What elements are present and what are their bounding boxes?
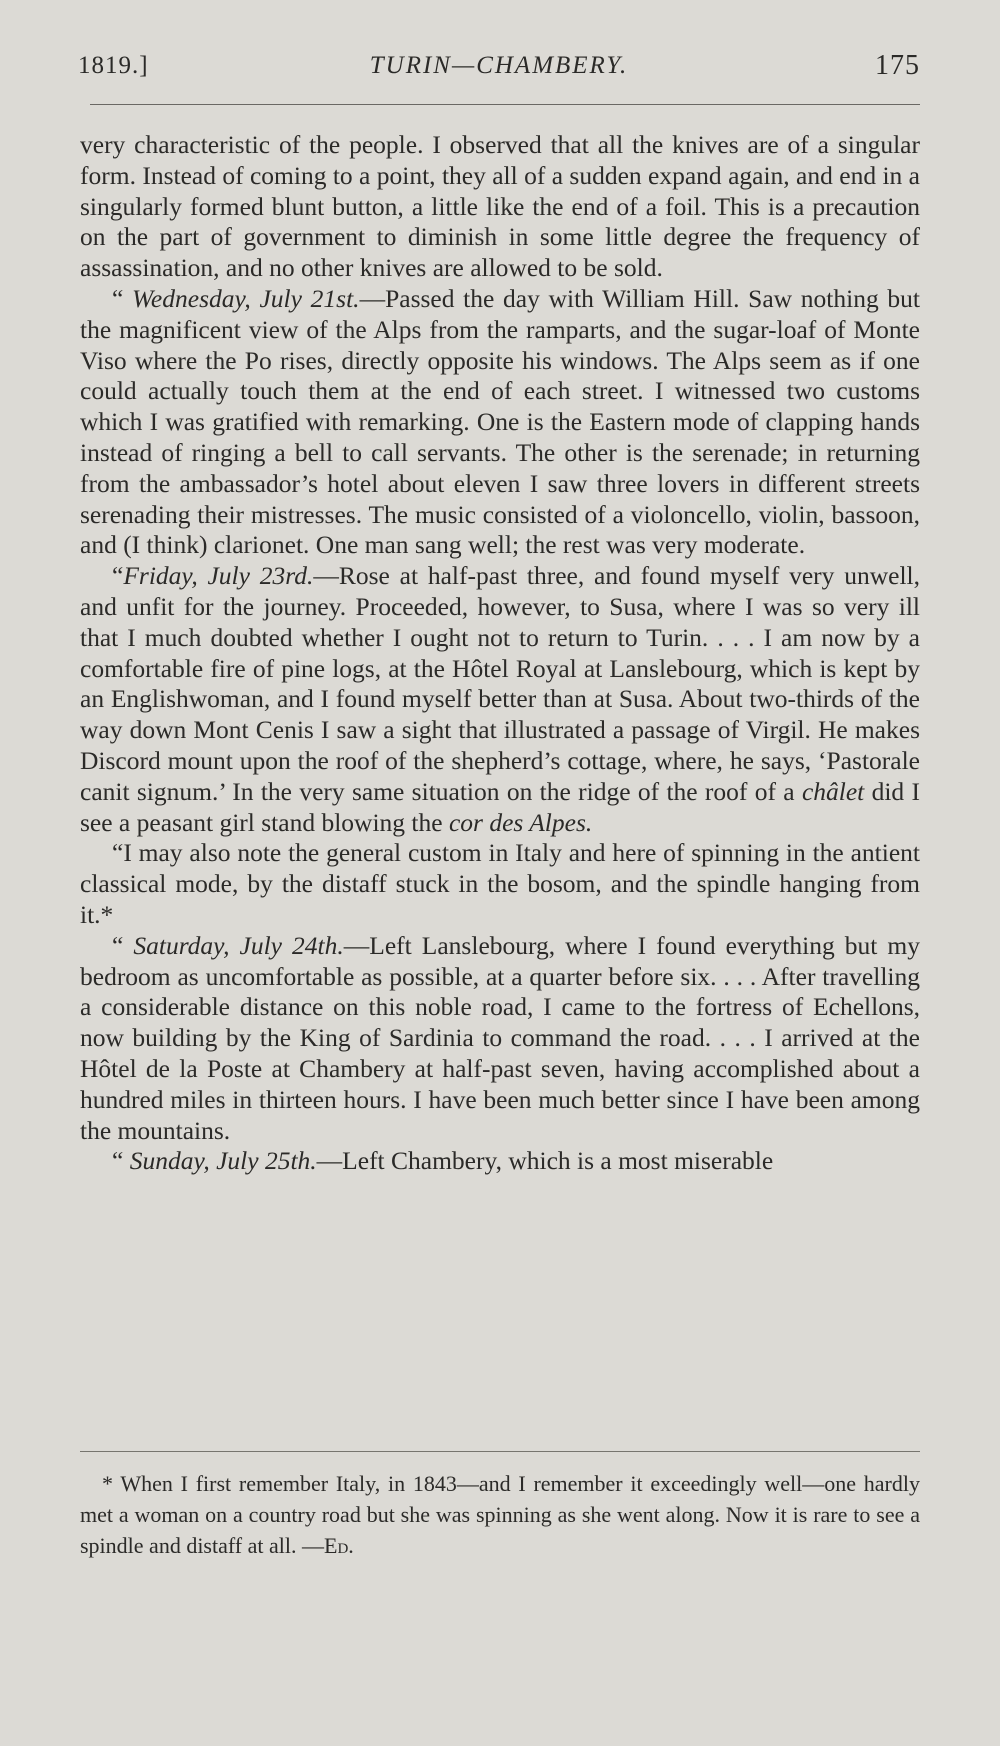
header-rule (90, 104, 920, 105)
paragraph-text: —Left Chambery, which is a most miserable (316, 1146, 774, 1176)
header-title: TURIN—CHAMBERY. (369, 52, 629, 79)
italic-term: cor des Alpes. (448, 807, 593, 837)
paragraph-spinning (80, 838, 920, 930)
paragraph-text: “ (112, 1146, 130, 1176)
italic-term: châlet (801, 776, 865, 806)
diary-entry-friday (80, 561, 920, 838)
paragraph-text: —Passed the day with William Hill. Saw nothing but the magnificent view of the Alps from the ramparts, and the sugar-loaf of Monte Viso where the Po rises, directly opposite his windows. The Alps seem as if one could actually touch them at the end of each street. I witnessed two customs which I was gratified with remarking. One is the Eastern mode of clapping hands instead of ringing a bell to call servants. The other is the serenade; in returning from the ambassador’s hotel about eleven I saw three lovers in different streets serenading their mistresses. The music consisted of a violoncello, violin, bassoon, and (I think) clarionet. One man sang well; the rest was very moderate. (80, 283, 920, 560)
paragraph-text: very characteristic of the people. I observed that all the knives are of a singular form. Instead of coming to a point, they all of a sudden expand again, and end in a singularly formed blunt button, a little like the end of a foil. This is a precaution on the part of government to diminish in some little degree the frequency of assassination, and no other knives are allowed to be sold. (80, 130, 920, 283)
entry-date: Friday, July 23rd. (123, 561, 314, 591)
entry-date: Sunday, July 25th. (129, 1146, 317, 1176)
diary-entry-sunday (80, 1146, 920, 1177)
paragraph-text: “ (112, 561, 124, 591)
paragraph-text: did I see a peasant girl stand blowing the (80, 776, 920, 837)
running-head (78, 48, 920, 88)
entry-date: Wednesday, July 21st. (132, 283, 360, 313)
paragraph-text: “ (112, 283, 133, 313)
page-number: 175 (875, 50, 920, 81)
paragraph-text: “ (112, 930, 134, 960)
editor-mark: Ed. (324, 1533, 354, 1558)
paragraph-text: —Left Lanslebourg, where I found everything but my bedroom as uncomfortable as possible, at a quarter before six. . . . After travelling a considerable distance on this noble road, I came to the fortress of Echellons, now building by the King of Sardinia to command the road. . . . I arrived at the Hôtel de la Poste at Chambery at half-past seven, having accomplished about a hundred miles in thirteen hours. I have been much better since I have been among the mountains. (80, 930, 920, 1145)
paragraph-text: —Rose at half-past three, and found myself very unwell, and unfit for the journey. Proceeded, however, to Susa, where I was so very ill that I much doubted whether I ought not to return to Turin. . . . I am now by a comfortable fire of pine logs, at the Hôtel Royal at Lanslebourg, which is kept by an Englishwoman, and I found myself better than at Susa. About two-thirds of the way down Mont Cenis I saw a sight that illustrated a passage of Virgil. He makes Discord mount upon the roof of the shepherd’s cottage, where, he says, ‘Pastorale canit signum.’ In the very same situation on the ridge of the roof of a (80, 561, 920, 806)
header-year: 1819.] (78, 52, 149, 79)
diary-entry-saturday (80, 931, 920, 1147)
paragraph-text: “I may also note the general custom in Italy and here of spinning in the antient classical mode, by the distaff stuck in the bosom, and the spindle hanging from it.* (80, 838, 920, 929)
entry-date: Saturday, July 24th. (133, 930, 344, 960)
footnote-text: * When I first remember Italy, in 1843—and I remember it exceedingly well—one hardly met a woman on a country road but she was spinning as she went along. Now it is rare to see a spindle and distaff at all. — (80, 1471, 920, 1558)
diary-entry-wednesday (80, 284, 920, 561)
footnote-rule (80, 1451, 920, 1452)
footnote (80, 1468, 920, 1561)
paragraph (80, 130, 920, 284)
main-text (80, 130, 920, 1177)
